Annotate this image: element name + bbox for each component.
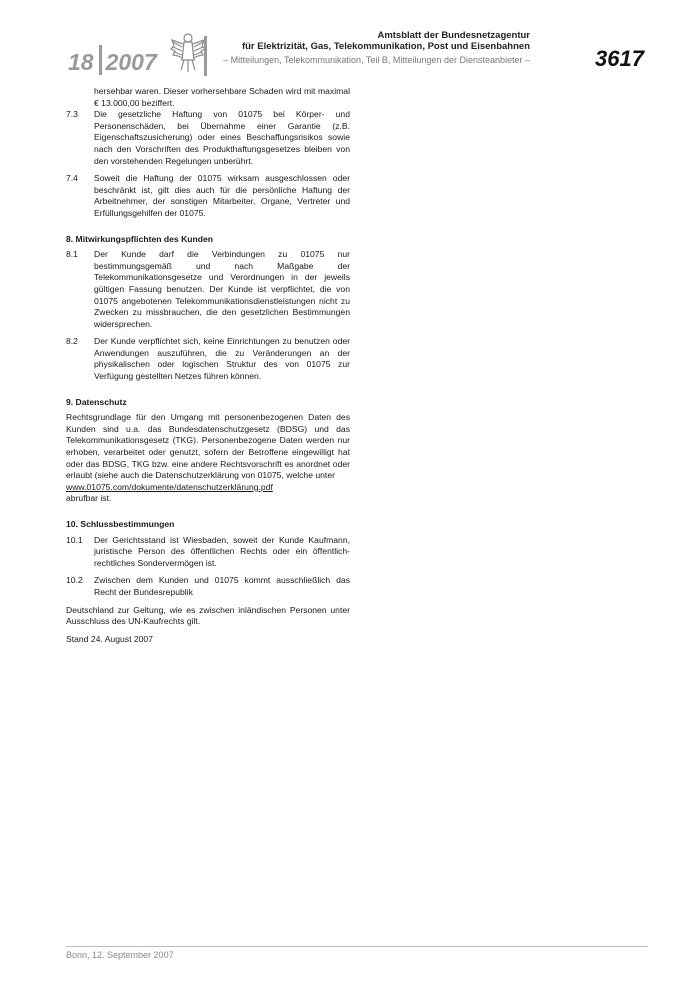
gazette-subtitle: – Mitteilungen, Telekommunikation, Teil B, Mitteilungen der Diensteanbieter – <box>223 55 530 65</box>
page-number: 3617 <box>595 46 644 71</box>
footer-date: Bonn, 12. September 2007 <box>66 950 174 960</box>
section-9-text: Rechtsgrundlage für den Umgang mit personenbezogenen Daten des Kunden sind u.a. das Bundesdatenschutzgesetz (BDSG) und das Telekommunikationsgesetz (TKG). Personenbezogene Daten werden nur erhoben, verarbeitet oder genutzt, sofern der Betroffene eingewilligt hat oder das BDSG, TKG bzw. eine andere Rechtsvorschrift es anordnet oder erlaubt (siehe auch die Datenschutzerklärung von 01075, welche unter <box>66 412 350 481</box>
clause-number: 10.2 <box>66 575 83 586</box>
clause-number: 8.2 <box>66 336 78 347</box>
privacy-policy-link[interactable]: www.01075.com/dokumente/datenschutzerklärung.pdf <box>66 481 273 492</box>
clause-text: Soweit die Haftung der 01075 wirksam ausgeschlossen oder beschränkt ist, gilt dies auch für die persönliche Haftung der Arbeitnehmer, der sonstigen Mitarbeiter, Organe, Vertreter und Erfüllungsgehilfen der 01075. <box>94 173 350 218</box>
gazette-title-line2: für Elektrizität, Gas, Telekommunikation, Post und Eisenbahnen <box>241 41 530 52</box>
section-10-heading: 10. Schlussbestimmungen <box>66 519 175 529</box>
clause-text: Der Kunde verpflichtet sich, keine Einrichtungen zu benutzen oder Anwendungen auszuführen, die zu Veränderungen an der physikalischen oder logischen Struktur des von 01075 zur Verfügung gestellten Netzes führen können. <box>94 336 350 382</box>
clause-number: 7.4 <box>66 173 78 184</box>
gazette-title <box>214 30 530 52</box>
stand-date: Stand 24. August 2007 <box>66 633 153 644</box>
clause-number: 8.1 <box>66 249 78 260</box>
footer-divider <box>66 946 648 947</box>
issue-year: 2007 <box>105 49 157 75</box>
section-8-heading: 8. Mitwirkungspflichten des Kunden <box>66 233 214 244</box>
closing-text: Deutschland zur Geltung, wie es zwischen inländischen Personen unter Ausschluss des UN-Kaufrechts gilt. <box>66 604 350 627</box>
clause-7-4 <box>66 173 350 219</box>
clause-8-2 <box>66 336 350 382</box>
issue-label: 18 <box>68 49 94 75</box>
clause-10-1 <box>66 535 350 570</box>
gazette-title-line1: Amtsblatt der Bundesnetzagentur <box>377 30 530 41</box>
continuation-text: hersehbar waren. Dieser vorhersehbare Schaden wird mit maximal € 13.000,00 beziffert. <box>94 86 350 108</box>
header-divider <box>204 36 207 76</box>
issue-separator <box>99 45 102 75</box>
section-9-after: abrufbar ist. <box>66 493 112 504</box>
clause-text: Der Kunde darf die Verbindungen zu 01075 nur bestimmungsgemäß und nach Maßgabe der Telekommunikationsgesetze und Verordnungen in der jeweils gültigen Fassung benutzen. Der Kunde ist verpflichtet, die von 01075 angebotenen Telekommunikationsdienstleistungen nicht zu Zwecken zu missbrauchen, die den gesetzlichen Bestimmungen widersprechen. <box>94 249 350 329</box>
clause-number: 7.3 <box>66 109 78 120</box>
text-column <box>66 86 350 645</box>
section-9-heading: 9. Datenschutz <box>66 396 127 407</box>
clause-10-2 <box>66 575 350 598</box>
clause-7-3 <box>66 109 350 167</box>
clause-8-1 <box>66 249 350 330</box>
clause-number: 10.1 <box>66 534 83 545</box>
clause-text: Der Gerichtsstand ist Wiesbaden, soweit der Kunde Kaufmann, juristische Person des öffentlichen Rechts oder ein öffentlich-rechtliches Sondervermögen ist. <box>94 534 350 568</box>
clause-text: Die gesetzliche Haftung von 01075 bei Körper- und Personenschäden, bei Übernahme einer Garantie (z.B. Eigenschaftszusicherung) oder eines Beschaffungsrisikos sowie nach den Vorschriften des Produkthaftungsgesetzes bleiben von den vorstehenden Regelungen unberührt. <box>94 109 350 166</box>
federal-eagle-icon <box>170 30 206 74</box>
clause-text: Zwischen dem Kunden und 01075 kommt ausschließlich das Recht der Bundesrepublik <box>94 575 350 597</box>
issue-number <box>68 45 157 76</box>
